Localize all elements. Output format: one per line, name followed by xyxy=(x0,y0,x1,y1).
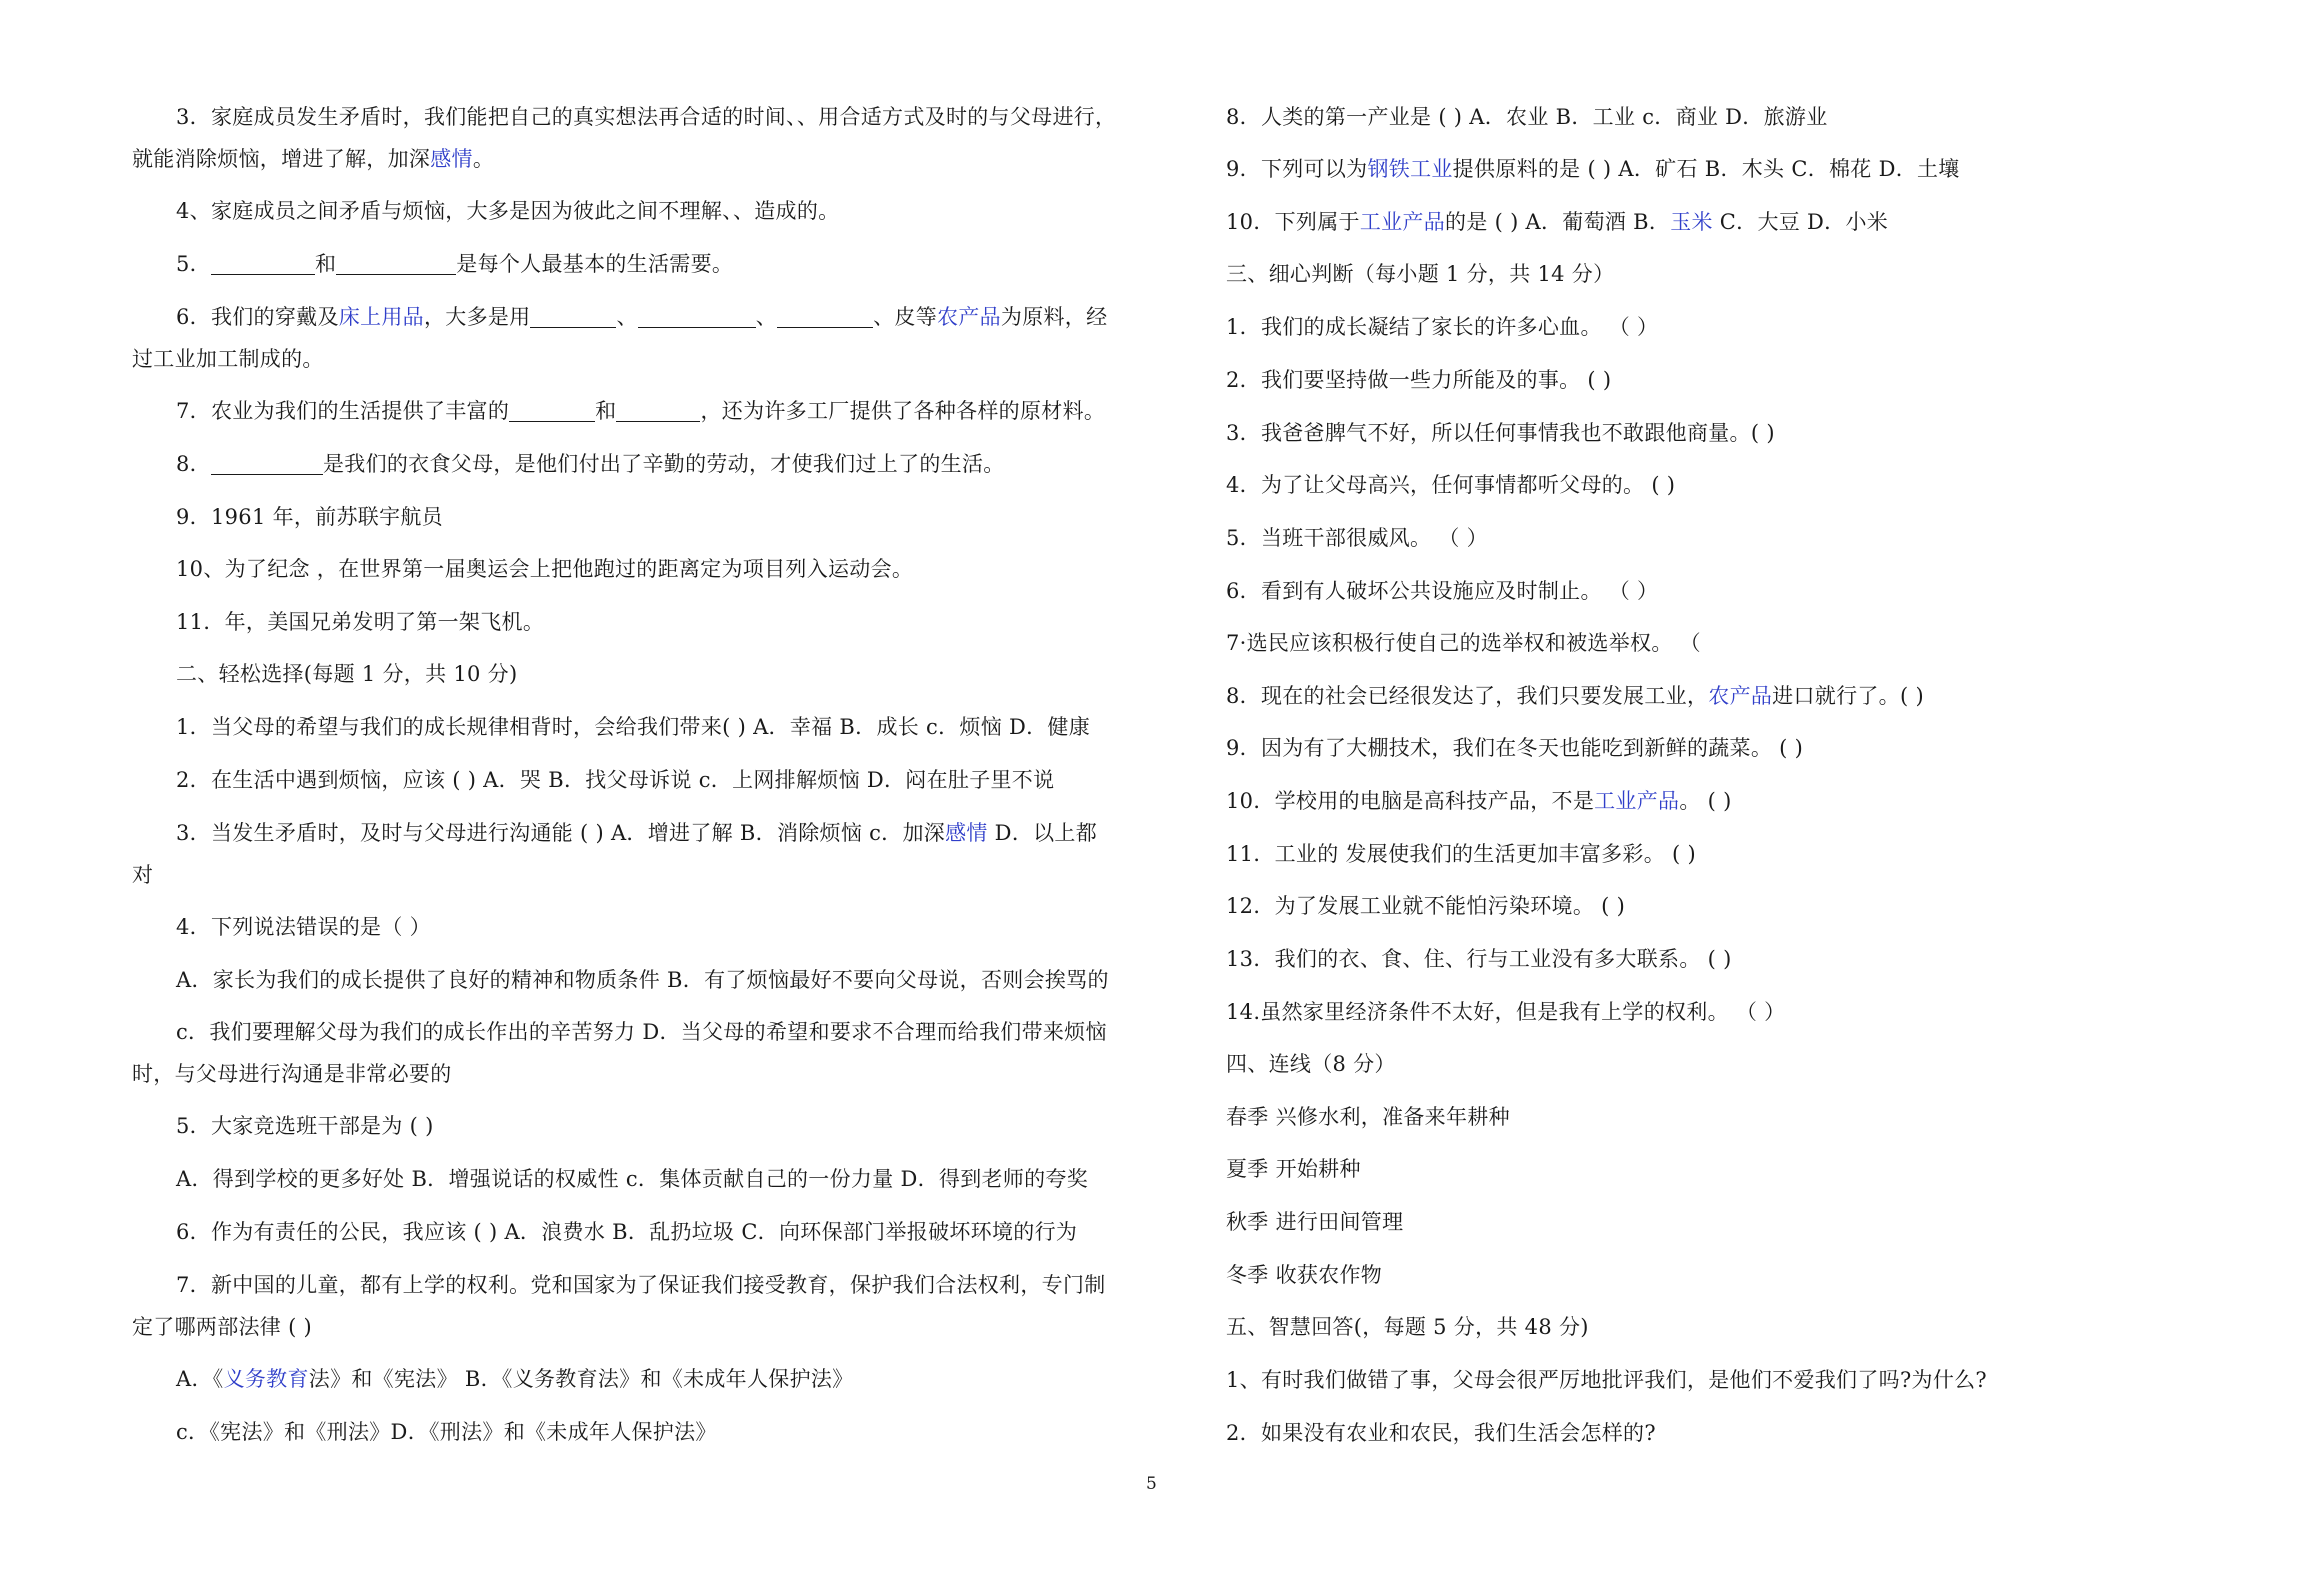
choice-question-7-options-ab: A．《义务教育法》和《宪法》 B．《义务教育法》和《未成年人保护法》 xyxy=(176,1367,854,1391)
link-corn[interactable]: 玉米 xyxy=(1670,210,1713,234)
judge-question-8: 8．现在的社会已经很发达了，我们只要发展工业，农产品进口就行了。( ) xyxy=(1226,684,1924,708)
link-industrial-products[interactable]: 工业产品 xyxy=(1359,210,1446,234)
fill-question-4: 4、家庭成员之间矛盾与烦恼，大多是因为彼此之间不理解、、造成的。 xyxy=(176,199,840,223)
answer-blank xyxy=(638,305,756,328)
answer-blank xyxy=(336,252,456,275)
fill-question-9: 9．1961 年，前苏联宇航员 xyxy=(176,505,443,529)
answer-blank xyxy=(530,305,616,328)
choice-question-10: 10．下列属于工业产品的是 ( ) A．葡萄酒 B．玉米 C．大豆 D．小米 xyxy=(1226,210,1889,234)
fill-question-11: 11．年，美国兄弟发明了第一架飞机。 xyxy=(176,610,545,634)
match-item-winter: 冬季 收获农作物 xyxy=(1226,1263,1383,1287)
fill-question-6-line1: 6．我们的穿戴及床上用品，大多是用 、 、 、皮等农产品为原料，经 xyxy=(176,305,1108,329)
answer-blank xyxy=(509,399,595,422)
link-compulsory-education[interactable]: 义务教育 xyxy=(223,1367,309,1391)
choice-question-3-line2: 对 xyxy=(132,863,154,887)
judge-question-14: 14.虽然家里经济条件不太好，但是我有上学的权利。 （ ） xyxy=(1226,1000,1786,1024)
judge-question-3: 3．我爸爸脾气不好，所以任何事情我也不敢跟他商量。( ) xyxy=(1226,421,1775,445)
section-5-heading: 五、智慧回答(，每题 5 分，共 48 分) xyxy=(1226,1315,1589,1339)
answer-blank xyxy=(616,399,700,422)
section-4-heading: 四、连线（8 分） xyxy=(1226,1052,1396,1076)
answer-blank xyxy=(777,305,873,328)
answer-blank xyxy=(211,252,315,275)
link-bedding[interactable]: 床上用品 xyxy=(338,305,424,329)
judge-question-9: 9．因为有了大棚技术，我们在冬天也能吃到新鲜的蔬菜。 ( ) xyxy=(1226,736,1804,760)
judge-question-11: 11．工业的 发展使我们的生活更加丰富多彩。 ( ) xyxy=(1226,842,1696,866)
choice-question-7-line1: 7．新中国的儿童，都有上学的权利。党和国家为了保证我们接受教育，保护我们合法权利，专门制 xyxy=(176,1273,1106,1297)
link-emotion[interactable]: 感情 xyxy=(430,147,473,171)
choice-question-5-options: A．得到学校的更多好处 B．增强说话的权威性 c．集体贡献自己的一份力量 D．得到老师的夸奖 xyxy=(176,1167,1089,1191)
choice-question-4-options-ab: A．家长为我们的成长提供了良好的精神和物质条件 B．有了烦恼最好不要向父母说，否则会挨骂的 xyxy=(176,968,1109,992)
section-3-heading: 三、细心判断（每小题 1 分，共 14 分） xyxy=(1226,262,1615,286)
match-item-spring: 春季 兴修水利，准备来年耕种 xyxy=(1226,1105,1510,1129)
answer-question-1: 1、有时我们做错了事，父母会很严厉地批评我们，是他们不爱我们了吗?为什么? xyxy=(1226,1368,1987,1392)
choice-question-3-line1: 3．当发生矛盾时，及时与父母进行沟通能 ( ) A．增进了解 B．消除烦恼 c．加深感情 D．以上都 xyxy=(176,821,1098,845)
fill-question-3-line1: 3．家庭成员发生矛盾时，我们能把自己的真实想法再合适的时间、、用合适方式及时的与父母进行， xyxy=(176,105,1117,129)
match-item-summer: 夏季 开始耕种 xyxy=(1226,1157,1361,1181)
link-agri-products[interactable]: 农产品 xyxy=(1708,684,1773,708)
answer-question-2: 2．如果没有农业和农民，我们生活会怎样的? xyxy=(1226,1421,1656,1445)
judge-question-1: 1．我们的成长凝结了家长的许多心血。 （ ） xyxy=(1226,315,1659,339)
page-number: 5 xyxy=(1146,1474,1157,1494)
match-item-autumn: 秋季 进行田间管理 xyxy=(1226,1210,1404,1234)
answer-blank xyxy=(211,452,323,475)
judge-question-6: 6．看到有人破坏公共设施应及时制止。 （ ） xyxy=(1226,579,1659,603)
judge-question-13: 13．我们的衣、食、住、行与工业没有多大联系。 ( ) xyxy=(1226,947,1732,971)
choice-question-1: 1．当父母的希望与我们的成长规律相背时，会给我们带来( ) A．幸福 B．成长 c．烦恼 D．健康 xyxy=(176,715,1091,739)
choice-question-6: 6．作为有责任的公民，我应该 ( ) A．浪费水 B．乱扔垃圾 C．向环保部门举报破坏环境的行为 xyxy=(176,1220,1078,1244)
link-industrial-products[interactable]: 工业产品 xyxy=(1594,789,1680,813)
choice-question-4-options-cd-cont: 时，与父母进行沟通是非常必要的 xyxy=(132,1062,452,1086)
link-steel-industry[interactable]: 钢铁工业 xyxy=(1367,157,1453,181)
choice-question-5: 5．大家竞选班干部是为 ( ) xyxy=(176,1114,434,1138)
fill-question-10: 10、为了纪念 ，在世界第一届奥运会上把他跑过的距离定为项目列入运动会。 xyxy=(176,557,914,581)
section-2-heading: 二、轻松选择(每题 1 分，共 10 分) xyxy=(176,662,518,686)
choice-question-2: 2．在生活中遇到烦恼，应该 ( ) A．哭 B．找父母诉说 c．上网排解烦恼 D．闷在肚子里不说 xyxy=(176,768,1055,792)
judge-question-4: 4．为了让父母高兴，任何事情都听父母的。 ( ) xyxy=(1226,473,1676,497)
choice-question-9: 9．下列可以为钢铁工业提供原料的是 ( ) A．矿石 B．木头 C．棉花 D．土壤 xyxy=(1226,157,1960,181)
choice-question-7-line2: 定了哪两部法律 ( ) xyxy=(132,1315,313,1339)
fill-question-8: 8． 是我们的衣食父母，是他们付出了辛勤的劳动，才使我们过上了的生活。 xyxy=(176,452,1005,476)
judge-question-12: 12．为了发展工业就不能怕污染环境。 ( ) xyxy=(1226,894,1626,918)
choice-question-7-options-cd: c．《宪法》和《刑法》D．《刑法》和《未成年人保护法》 xyxy=(176,1420,717,1444)
judge-question-10: 10．学校用的电脑是高科技产品，不是工业产品。 ( ) xyxy=(1226,789,1732,813)
judge-question-5: 5．当班干部很威风。 （ ） xyxy=(1226,526,1488,550)
link-agri-products[interactable]: 农产品 xyxy=(937,305,1001,329)
fill-question-6-line2: 过工业加工制成的。 xyxy=(132,347,324,371)
fill-question-5: 5． 和 是每个人最基本的生活需要。 xyxy=(176,252,734,276)
fill-question-3-line2: 就能消除烦恼，增进了解，加深感情。 xyxy=(132,147,495,171)
choice-question-4-options-cd: c．我们要理解父母为我们的成长作出的辛苦努力 D．当父母的希望和要求不合理而给我们带来烦恼 xyxy=(176,1020,1107,1044)
fill-question-7: 7．农业为我们的生活提供了丰富的 和 ，还为许多工厂提供了各种各样的原材料。 xyxy=(176,399,1106,423)
judge-question-2: 2．我们要坚持做一些力所能及的事。 ( ) xyxy=(1226,368,1612,392)
judge-question-7: 7·选民应该积极行使自己的选举权和被选举权。 （ xyxy=(1226,631,1701,655)
choice-question-8: 8．人类的第一产业是 ( ) A．农业 B．工业 c．商业 D．旅游业 xyxy=(1226,105,1828,129)
choice-question-4: 4．下列说法错误的是（ ） xyxy=(176,915,431,939)
link-emotion[interactable]: 感情 xyxy=(945,821,988,845)
